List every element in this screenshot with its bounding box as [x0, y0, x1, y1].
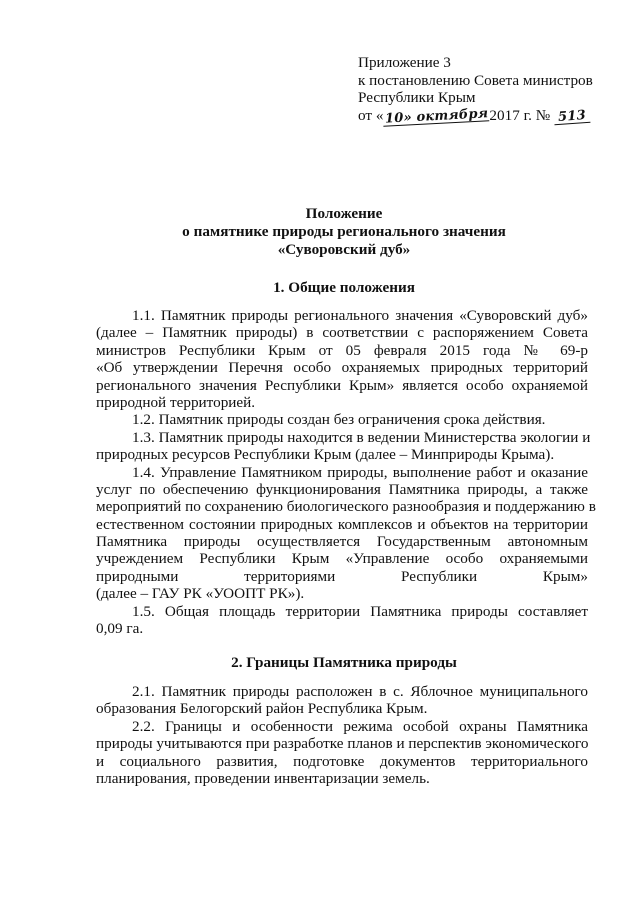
text-line: планирования, проведении инвентаризации земель.	[96, 769, 430, 787]
text-line: 1.1. Памятник природы регионального значения «Суворовский дуб»	[132, 307, 588, 324]
text-line: и социального развития, подготовке документов территориального	[96, 752, 588, 770]
text-line: 1.5. Общая площадь территории Памятника природы составляет	[132, 602, 588, 620]
text-line: 2.2. Границы и особенности режима особой охраны Памятника	[132, 717, 588, 735]
text-line: природной территорией.	[96, 393, 256, 411]
title-line-2: о памятнике природы регионального значения	[182, 222, 506, 240]
paragraph-2-2	[96, 718, 588, 788]
text-line: регионального значения Республики Крым» является особо охраняемой	[96, 376, 588, 394]
text-line: мероприятий по сохранению биологического разнообразия и поддержанию в	[96, 498, 596, 516]
text-line: учреждением Республики Крым «Управление особо охраняемыми	[96, 550, 588, 568]
appendix-republic: Республики Крым	[358, 89, 476, 106]
text-line: министров Республики Крым от 05 февраля 2015 года № 69-р	[96, 341, 588, 359]
paragraph-1-5	[96, 603, 588, 638]
document-title	[104, 205, 584, 258]
section-2-body	[96, 683, 588, 787]
title-line-1: Положение	[305, 205, 383, 222]
title-line-3: «Суворовский дуб»	[277, 240, 411, 258]
text-line: естественном состоянии природных комплексов и объектов на территории	[96, 515, 588, 533]
paragraph-1-3	[96, 428, 591, 464]
date-prefix: от «	[358, 106, 384, 124]
paragraph-1-1	[96, 307, 588, 411]
text-line: (далее – ГАУ РК «УООПТ РК»).	[96, 585, 305, 603]
text-line: природными территориями Республики Крым»	[96, 567, 588, 585]
handwritten-number: 513	[554, 108, 591, 124]
text-line: 1.2. Памятник природы создан без ограничения срока действия.	[132, 411, 546, 429]
paragraph-2-1	[96, 683, 588, 718]
text-line: природных ресурсов Республики Крым (далее – Минприроды Крыма).	[96, 446, 555, 464]
appendix-number: Приложение 3	[358, 54, 451, 71]
appendix-header	[358, 54, 618, 127]
section-1-body	[96, 307, 596, 638]
text-line: 0,09 га.	[96, 620, 144, 638]
section-2-heading: 2. Границы Памятника природы	[231, 654, 457, 671]
text-line: «Об утверждении Перечня особо охраняемых природных территорий	[96, 359, 588, 377]
paragraph-1-4	[96, 463, 596, 603]
paragraph-1-2	[96, 411, 588, 428]
date-year: 2017 г. №	[489, 106, 551, 124]
text-line: природы учитываются при разработке планов и перспектив экономического	[96, 735, 589, 753]
appendix-date-line	[358, 107, 618, 125]
text-line: образования Белогорский район Республика Крым.	[96, 700, 428, 718]
text-line: 1.4. Управление Памятником природы, выполнение работ и оказание	[132, 463, 588, 481]
handwritten-date: 10» октября	[385, 105, 490, 127]
text-line: Памятника природы осуществляется Государственным автономным	[96, 533, 588, 551]
text-line: услуг по обеспечению функционирования Памятника природы, а также	[96, 480, 588, 498]
section-1-heading: 1. Общие положения	[273, 279, 415, 296]
text-line: 2.1. Памятник природы расположен в с. Яблочное муниципального	[132, 683, 588, 700]
appendix-reference: к постановлению Совета министров	[358, 71, 593, 89]
text-line: (далее – Памятник природы) в соответствии с распоряжением Совета	[96, 324, 588, 342]
text-line: 1.3. Памятник природы находится в ведении Министерства экологии и	[132, 428, 591, 446]
